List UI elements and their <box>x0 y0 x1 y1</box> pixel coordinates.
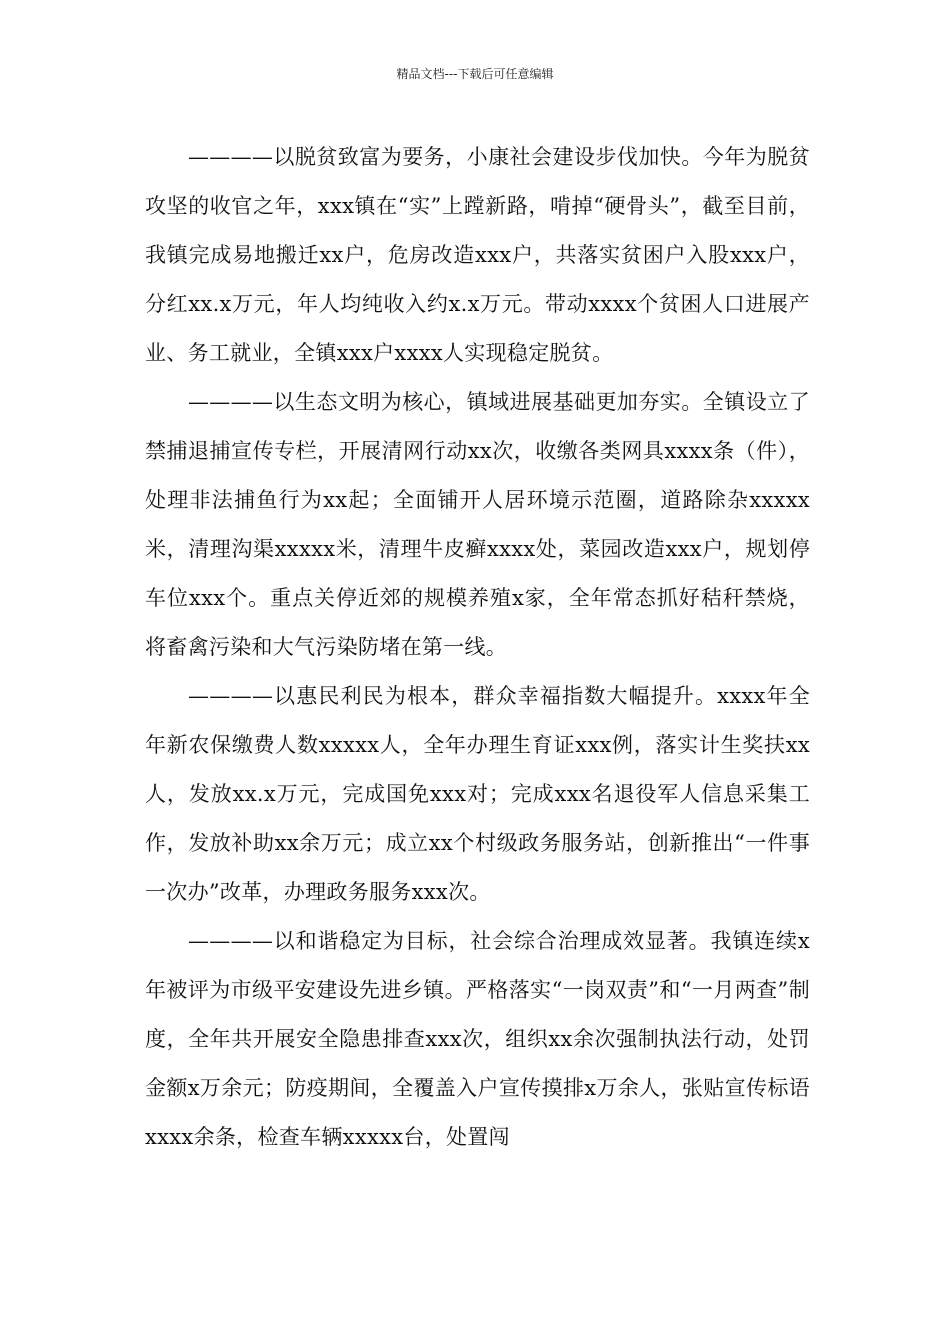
document-body <box>145 133 810 1162</box>
paragraph-social-stability: ————以和谐稳定为目标，社会综合治理成效显著。我镇连续x年被评为市级平安建设先进乡镇。严格落实“一岗双责”和“一月两查”制度，全年共开展安全隐患排查xxx次，组织xx余次强制执法行动，处罚金额x万余元；防疫期间，全覆盖入户宣传摸排x万余人，张贴宣传标语xxxx余条，检查车辆xxxxx台，处置闯 <box>145 929 810 1149</box>
paragraph-ecological-civilization: ————以生态文明为核心，镇域进展基础更加夯实。全镇设立了禁捕退捕宣传专栏，开展清网行动xx次，收缴各类网具xxxx条（件），处理非法捕鱼行为xx起；全面铺开人居环境示范圈，道路除杂xxxxx米，清理沟渠xxxxx米，清理牛皮癣xxxx处，菜园改造xxx户，规划停车位xxx个。重点关停近郊的规模养殖x家，全年常态抓好秸秆禁烧，将畜禽污染和大气污染防堵在第一线。 <box>145 390 810 659</box>
paragraph-public-welfare: ————以惠民利民为根本，群众幸福指数大幅提升。xxxx年全年新农保缴费人数xxxxx人，全年办理生育证xxx例，落实计生奖扶xx人，发放xx.x万元，完成国免xxx对；完成xxx名退役军人信息采集工作，发放补助xx余万元；成立xx个村级政务服务站，创新推出“一件事一次办”改革，办理政务服务xxx次。 <box>145 684 810 904</box>
paragraph-poverty-alleviation: ————以脱贫致富为要务，小康社会建设步伐加快。今年为脱贫攻坚的收官之年，xxx镇在“实”上蹚新路，啃掉“硬骨头”，截至目前，我镇完成易地搬迁xx户，危房改造xxx户，共落实贫困户入股xxx户，分红xx.x万元，年人均纯收入约x.x万元。带动xxxx个贫困人口进展产业、务工就业，全镇xxx户xxxx人实现稳定脱贫。 <box>145 145 810 365</box>
page-header: 精品文档---下载后可任意编辑 <box>396 67 554 81</box>
